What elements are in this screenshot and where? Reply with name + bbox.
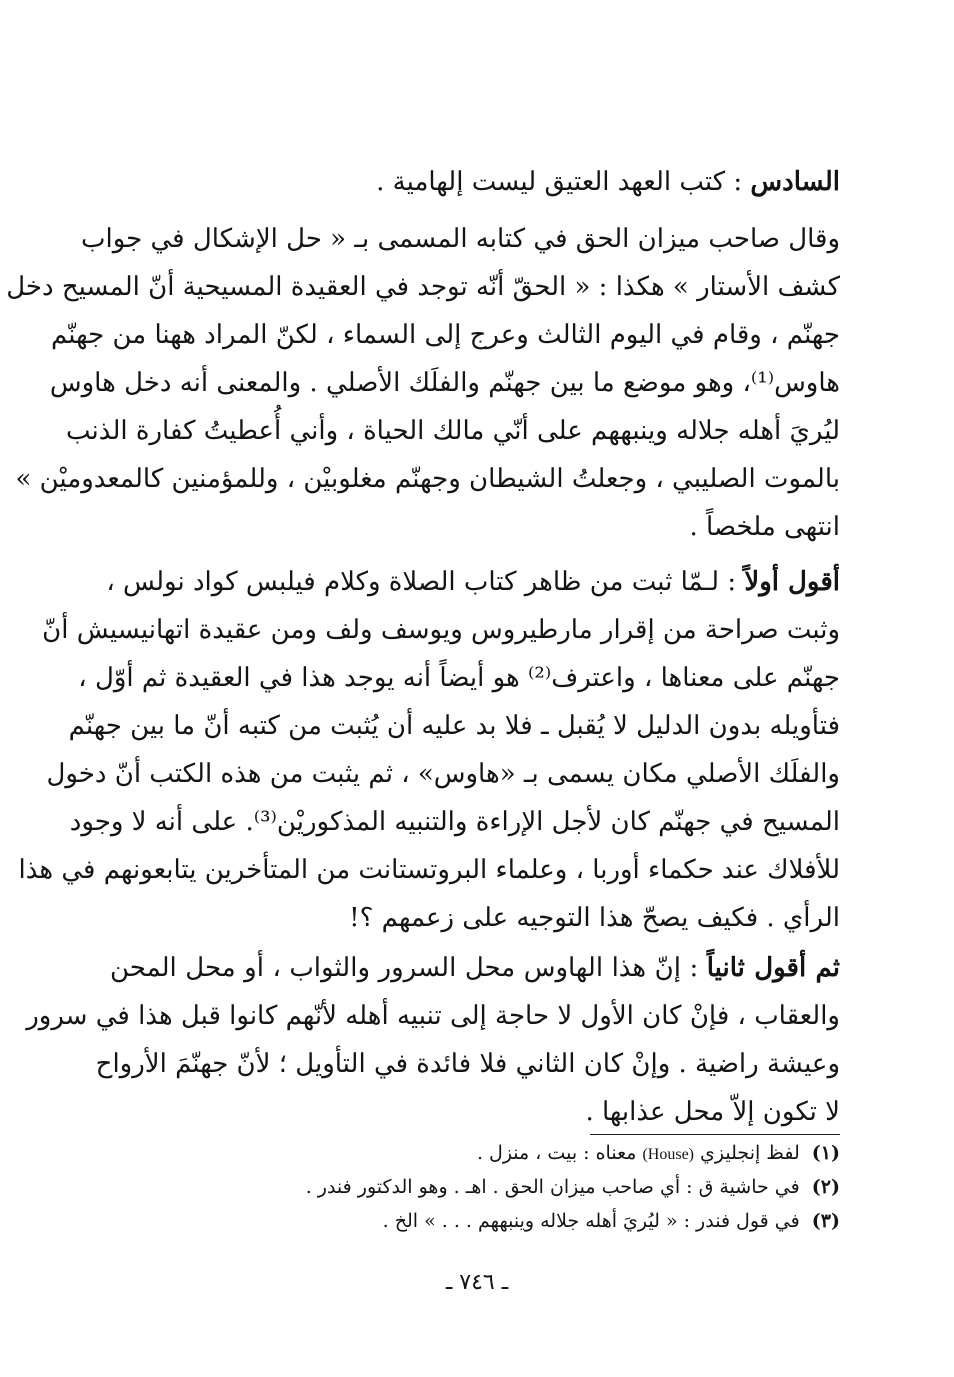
paragraph-line: ليُريَ أهله جلاله وينبههم على أنّي مالك الحياة ، وأني أُعطيتُ كفارة الذنب	[66, 416, 840, 446]
footnote-text: لفظ إنجليزي	[700, 1142, 800, 1164]
paragraph-line: جهنّم على معناها ، واعترف⁽²⁾ هو أيضاً أنه يوجد هذا في العقيدة ثم أوّل ،	[78, 663, 840, 693]
footnote-latin-term: (House)	[642, 1146, 694, 1163]
paragraph-line: كشف الأستار » هكذا : « الحقّ أنّه توجد في العقيدة المسيحية أنّ المسيح دخل	[6, 272, 840, 302]
footnote-3	[140, 1206, 840, 1236]
paragraph-line: الرأي . فكيف يصحّ هذا التوجيه على زعمهم ؟!	[349, 903, 840, 933]
paragraph-line: جهنّم ، وقام في اليوم الثالث وعرج إلى السماء ، لكنّ المراد ههنا من جهنّم	[50, 320, 840, 350]
paragraph-line-text: : لـمّا ثبت من ظاهر كتاب الصلاة وكلام فيلبس كواد نولس ،	[106, 567, 737, 597]
paragraph-line: المسيح في جهنّم كان لأجل الإراءة والتنبيه المذكوريْن⁽³⁾. على أنه لا وجود	[69, 807, 840, 837]
heading-text: : كتب العهد العتيق ليست إلهامية .	[376, 167, 743, 197]
paragraph-line: وعيشة راضية . وإنْ كان الثاني فلا فائدة في التأويل ؛ لأنّ جهنّمَ الأرواح	[95, 1049, 840, 1079]
page-number: ـ ٧٤٦ ـ	[445, 1270, 509, 1295]
footnote-number: (٣)	[811, 1210, 840, 1232]
paragraph-line	[106, 558, 840, 606]
paragraph-line: لا تكون إلاّ محل عذابها .	[585, 1097, 840, 1127]
paragraph-line: للأفلاك عند حكماء أوربا ، وعلماء البروتستانت من المتأخرين يتابعونهم في هذا	[18, 855, 840, 885]
paragraph-line: وقال صاحب ميزان الحق في كتابه المسمى بـ « حل الإشكال في جواب	[81, 224, 840, 254]
paragraph-line: وثبت صراحة من إقرار مارطيروس ويوسف ولف ومن عقيدة اتهانيسيش أنّ	[42, 615, 840, 645]
section-heading	[110, 158, 840, 206]
footnote-divider	[590, 1134, 840, 1135]
paragraph-line	[110, 944, 840, 992]
footnote-1	[140, 1138, 840, 1168]
paragraph-line-text: : إنّ هذا الهاوس محل السرور والثواب ، أو محل المحن	[110, 953, 699, 983]
paragraph-line: والعقاب ، فإنْ كان الأول لا حاجة إلى تنبيه أهله لأنّهم كانوا قبل هذا في سرور	[26, 1001, 840, 1031]
paragraph-line: بالموت الصليبي ، وجعلتُ الشيطان وجهنّم مغلوبيْن ، وللمؤمنين كالمعدوميْن »	[15, 464, 840, 494]
paragraph-line: انتهى ملخصاً .	[689, 512, 840, 542]
paragraph-1	[6, 215, 840, 555]
paragraph-lead: ثم أقول ثانياً	[706, 953, 841, 983]
footnote-text: معناه : بيت ، منزل .	[476, 1142, 637, 1164]
paragraph-line: والفلَك الأصلي مكان يسمى بـ «هاوس» ، ثم يثبت من هذه الكتب أنّ دخول	[46, 759, 840, 789]
paragraph-line: هاوس⁽¹⁾، وهو موضع ما بين جهنّم والفلَك الأصلي . والمعنى أنه دخل هاوس	[49, 368, 840, 398]
footnote-2	[140, 1172, 840, 1202]
paragraph-line: فتأويله بدون الدليل لا يُقبل ـ فلا بد عليه أن يُثبت من كتبه أنّ ما بين جهنّم	[68, 711, 840, 741]
paragraph-3	[26, 944, 841, 1144]
footnote-number: (٢)	[811, 1176, 840, 1198]
paragraph-lead: أقول أولاً	[744, 567, 840, 597]
footnote-number: (١)	[811, 1142, 840, 1164]
heading-lead: السادس	[750, 167, 840, 197]
footnote-text: في حاشية ق : أي صاحب ميزان الحق . اهـ . وهو الدكتور فندر .	[305, 1176, 800, 1198]
paragraph-2	[18, 558, 840, 948]
footnote-text: في قول فندر : « ليُريَ أهله جلاله وينبههم . . . » الخ .	[382, 1210, 800, 1232]
